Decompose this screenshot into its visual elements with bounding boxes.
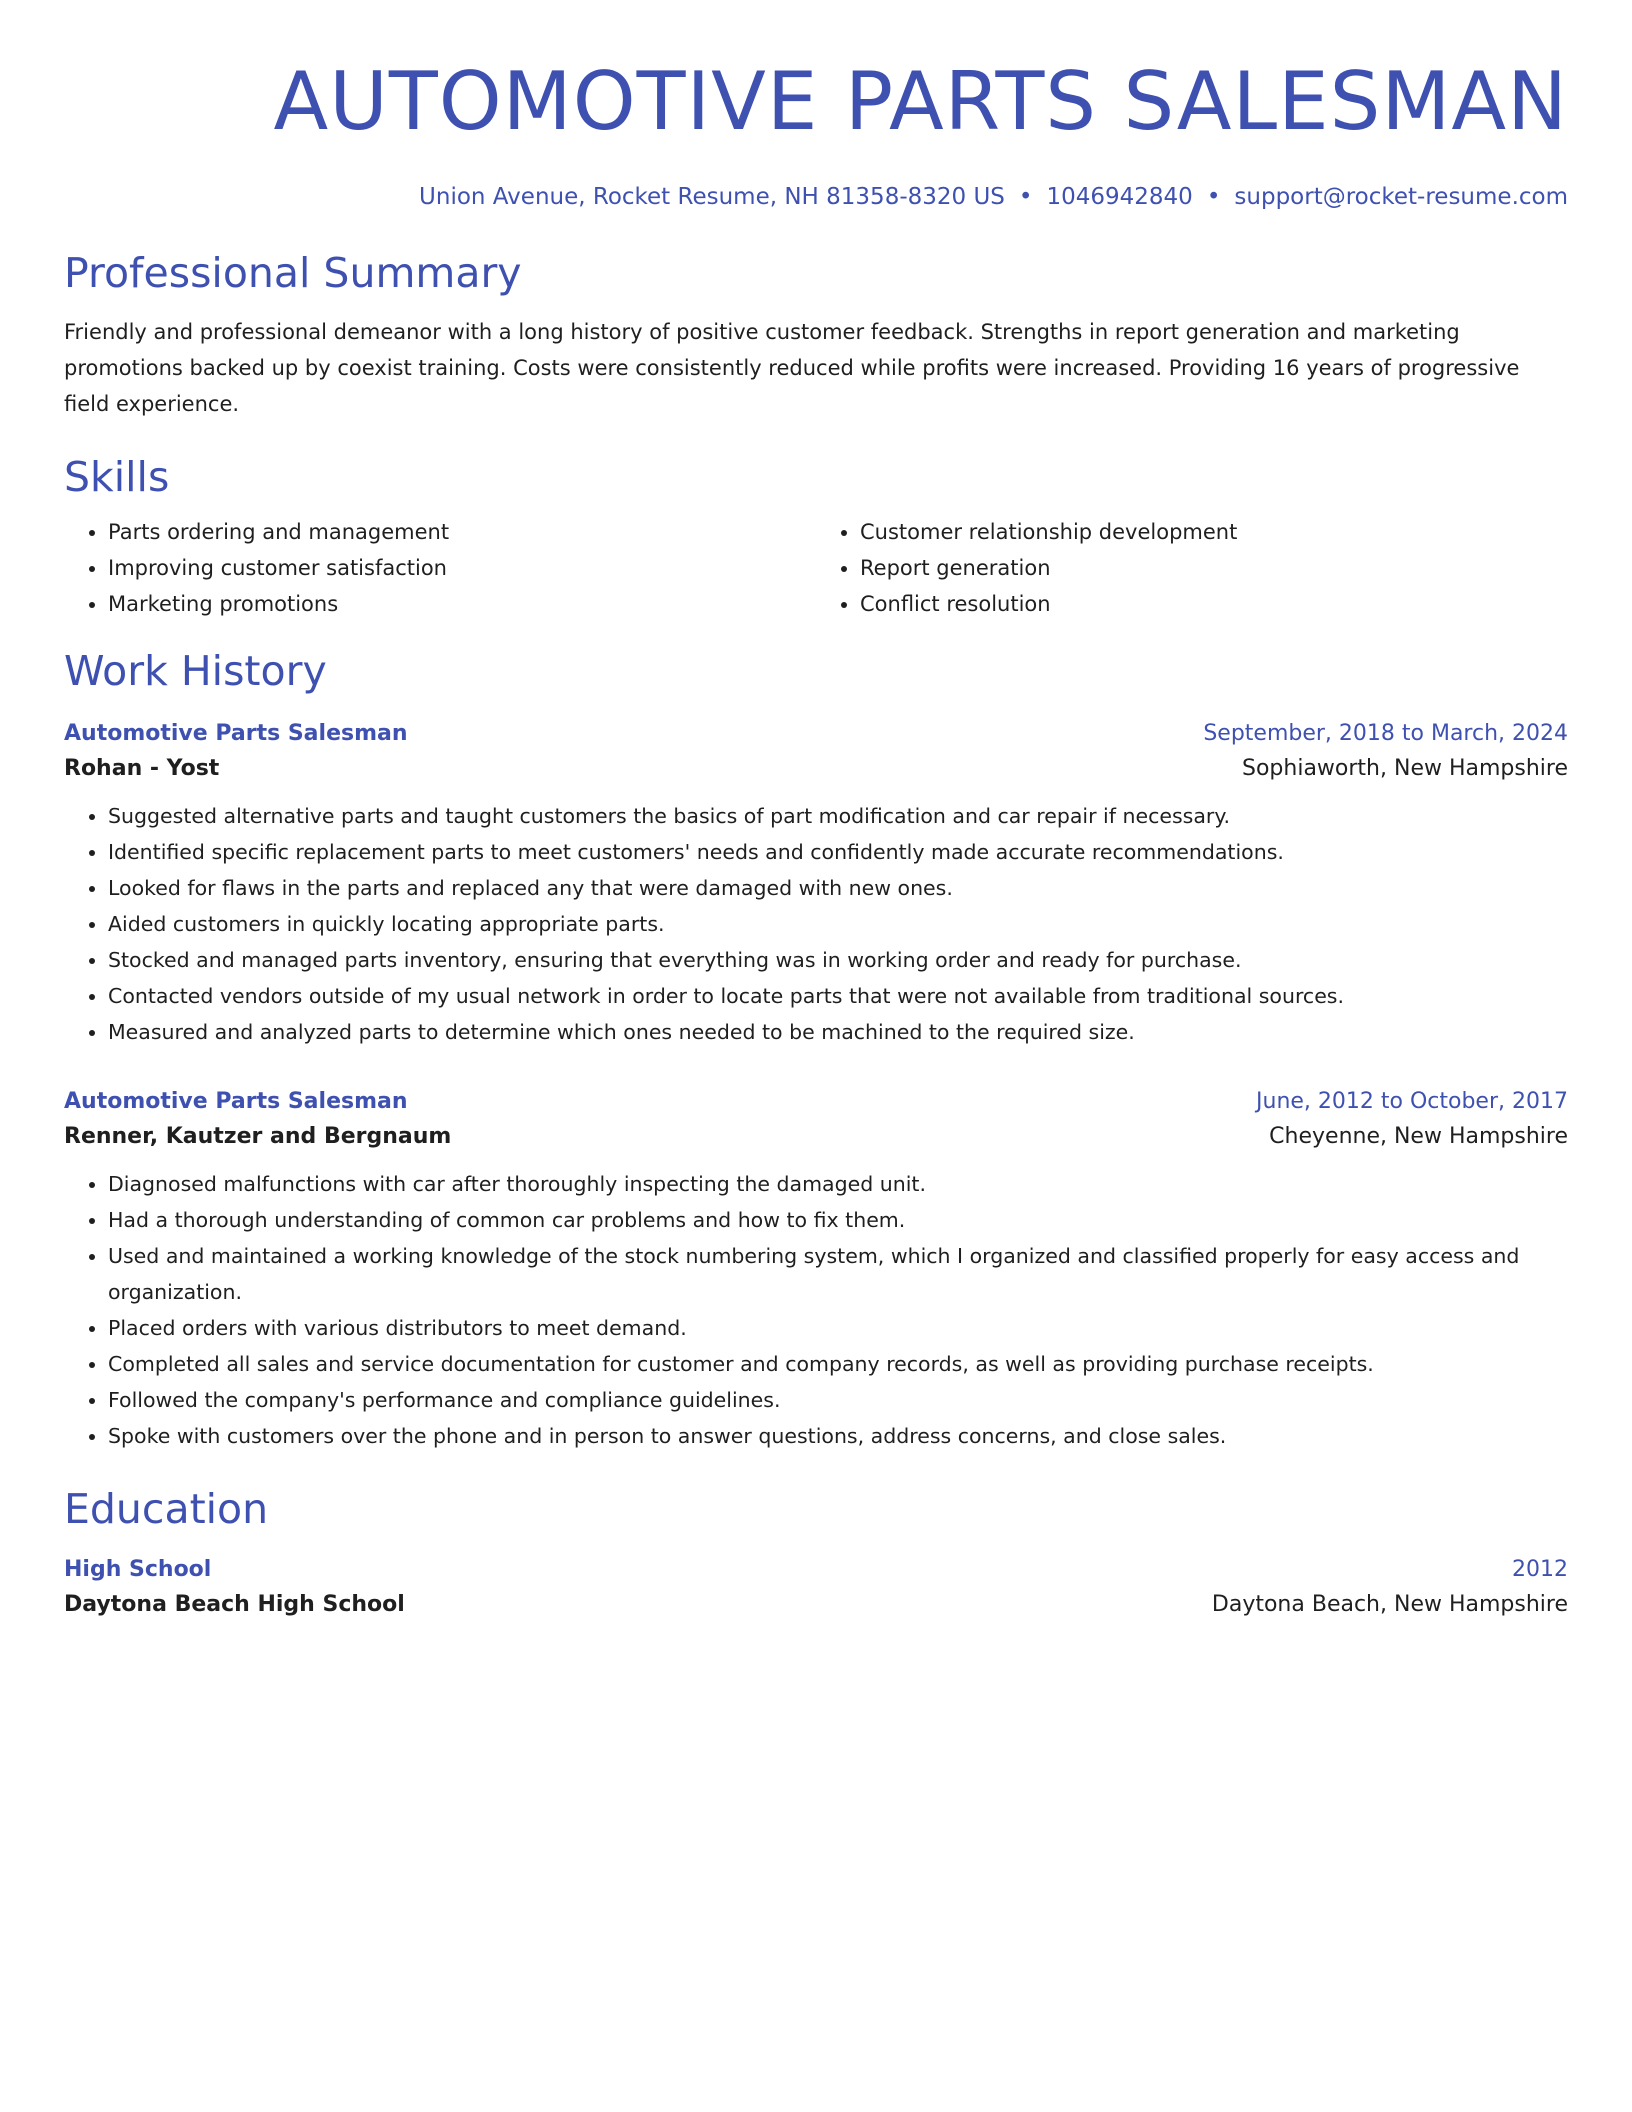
skills-list: [64, 514, 1568, 622]
job-bullet: • Measured and analyzed parts to determine which ones needed to be machined to the required size.: [108, 1014, 1568, 1050]
job-title: Automotive Parts Salesman: [64, 1089, 408, 1114]
job-location: Sophiaworth, New Hampshire: [1242, 756, 1568, 781]
job-header-row: [64, 718, 1568, 750]
skill-item: • Improving customer satisfaction: [108, 550, 816, 586]
job-bullet: • Used and maintained a working knowledge of the stock numbering system, which I organized and classified properly for easy access and organization.: [108, 1238, 1568, 1310]
job-bullet: • Completed all sales and service documentation for customer and company records, as well as providing purchase receipts.: [108, 1346, 1568, 1382]
skill-item: • Marketing promotions: [108, 586, 816, 622]
education-header-row: [64, 1554, 1568, 1586]
contact-line: [64, 182, 1568, 212]
job-bullets: [64, 798, 1568, 1050]
job-entry: [64, 718, 1568, 1050]
job-bullet: • Identified specific replacement parts to meet customers' needs and confidently made accurate recommendations.: [108, 834, 1568, 870]
job-entry: [64, 1086, 1568, 1454]
education-year: 2012: [1512, 1557, 1568, 1582]
skill-item: • Conflict resolution: [860, 586, 1568, 622]
job-employer-row: [64, 750, 1568, 788]
resume-header: [64, 54, 1568, 212]
education-heading: Education: [64, 1485, 269, 1533]
contact-separator: •: [1018, 184, 1033, 210]
job-dates: June, 2012 to October, 2017: [1256, 1089, 1568, 1114]
job-bullet: • Placed orders with various distributors to meet demand.: [108, 1310, 1568, 1346]
job-bullet: • Contacted vendors outside of my usual network in order to locate parts that were not available from traditional sources.: [108, 978, 1568, 1014]
contact-phone: 1046942840: [1046, 184, 1193, 210]
skills-heading: Skills: [64, 453, 170, 501]
job-bullet: • Stocked and managed parts inventory, ensuring that everything was in working order and ready for purchase.: [108, 942, 1568, 978]
summary-heading: Professional Summary: [64, 249, 522, 297]
job-title: Automotive Parts Salesman: [64, 721, 408, 746]
job-location: Cheyenne, New Hampshire: [1269, 1124, 1568, 1149]
skill-item: • Customer relationship development: [860, 514, 1568, 550]
contact-email: support@rocket-resume.com: [1234, 184, 1568, 210]
job-bullet: • Aided customers in quickly locating appropriate parts.: [108, 906, 1568, 942]
job-bullet: • Had a thorough understanding of common car problems and how to fix them.: [108, 1202, 1568, 1238]
skills-column-right: [816, 514, 1568, 622]
job-employer: Renner, Kautzer and Bergnaum: [64, 1124, 452, 1149]
education-location: Daytona Beach, New Hampshire: [1211, 1592, 1568, 1617]
job-bullet: • Spoke with customers over the phone and in person to answer questions, address concerns, and close sales.: [108, 1418, 1568, 1454]
skills-column-left: [64, 514, 816, 622]
job-employer-row: [64, 1118, 1568, 1156]
education-school: Daytona Beach High School: [64, 1592, 405, 1617]
candidate-name: AUTOMOTIVE PARTS SALESMAN: [273, 55, 1568, 148]
education-school-row: [64, 1586, 1568, 1624]
contact-address: Union Avenue, Rocket Resume, NH 81358-8320 US: [419, 184, 1005, 210]
summary-text: Friendly and professional demeanor with a long history of positive customer feedback. Strengths in report generation and marketing promotions backed up by coexist training. Costs were consistently reduced while profits were increased. Providing 16 years of progressive field experience.: [64, 320, 1520, 416]
job-header-row: [64, 1086, 1568, 1118]
job-employer: Rohan - Yost: [64, 756, 220, 781]
job-bullet: • Diagnosed malfunctions with car after thoroughly inspecting the damaged unit.: [108, 1166, 1568, 1202]
education-degree: High School: [64, 1557, 212, 1582]
job-bullet: • Followed the company's performance and compliance guidelines.: [108, 1382, 1568, 1418]
job-bullet: • Suggested alternative parts and taught customers the basics of part modification and car repair if necessary.: [108, 798, 1568, 834]
work-history-heading: Work History: [64, 647, 327, 695]
skill-item: • Report generation: [860, 550, 1568, 586]
job-bullet: • Looked for flaws in the parts and replaced any that were damaged with new ones.: [108, 870, 1568, 906]
job-bullets: [64, 1166, 1568, 1454]
contact-separator: •: [1206, 184, 1221, 210]
education-entry: [64, 1554, 1568, 1624]
skill-item: • Parts ordering and management: [108, 514, 816, 550]
job-dates: September, 2018 to March, 2024: [1203, 721, 1568, 746]
